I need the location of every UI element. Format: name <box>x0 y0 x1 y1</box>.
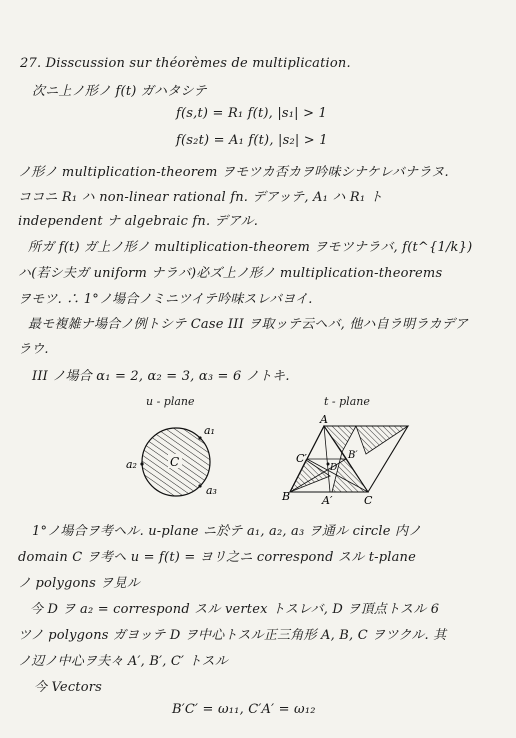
label-B-prime: B′ <box>348 450 358 461</box>
text-line: ラウ. <box>18 342 49 357</box>
vertex-dot-a1 <box>198 436 201 439</box>
u-plane-figure <box>118 414 238 514</box>
label-a2: a₂ <box>126 458 137 471</box>
text-line: 最モ複雑ナ場合ノ例トシテ Case III ヲ取ッテ云ヘバ, 他ハ自ラ明ラカデア <box>28 317 469 332</box>
section-heading: 27. Disscussion sur théorèmes de multiplication. <box>20 56 351 71</box>
label-C-prime: C′ <box>296 452 307 465</box>
shaded-region <box>356 426 408 454</box>
equation-1: f(s,t) = R₁ f(t), |s₁| > 1 <box>176 106 327 121</box>
label-center-C: C <box>170 455 180 469</box>
shaded-region <box>324 426 356 452</box>
u-plane-label: u - plane <box>146 395 195 408</box>
text-line: ツノ polygons ガヨッテ D ヲ中心トスル正三角形 A, B, C ヲツクル. 其 <box>18 628 447 643</box>
label-A: A <box>320 414 328 426</box>
t-plane-figure <box>280 414 420 514</box>
text-line: ノ polygons ヲ見ル <box>18 576 140 591</box>
label-D: D <box>330 463 338 473</box>
text-line: 今 Vectors <box>34 680 103 695</box>
text-line: III ノ場合 α₁ = 2, α₂ = 3, α₃ = 6 ノトキ. <box>32 369 290 384</box>
label-a1: a₁ <box>204 424 215 437</box>
label-C: C <box>364 494 373 507</box>
text-line: 所ガ f(t) ガ上ノ形ノ multiplication-theorem ヲモツナラバ, f(t^{1/k}) <box>28 240 473 255</box>
text-line: ハ(若シ夫ガ uniform ナラバ)必ズ上ノ形ノ multiplication-theorems <box>18 266 443 281</box>
text-line: 次ニ上ノ形ノ f(t) ガハタシテ <box>32 84 207 99</box>
text-line: ヲモツ. ∴ 1°ノ場合ノミニツイテ吟味スレバヨイ. <box>18 292 313 307</box>
vertex-dot-a3 <box>198 484 201 487</box>
text-line: independent ナ algebraic fn. デアル. <box>18 214 259 229</box>
text-line: ココニ R₁ ハ non-linear rational fn. デアッテ, A₁ ハ R₁ ト <box>18 190 383 205</box>
text-line: ノ形ノ multiplication-theorem ヲモツカ否カヲ吟味シナケレバナラヌ. <box>18 165 449 180</box>
vector-equation: B′C′ = ω₁₁, C′A′ = ω₁₂ <box>172 702 316 717</box>
equation-2: f(s₂t) = A₁ f(t), |s₂| > 1 <box>176 133 328 148</box>
vertex-dot-a2 <box>140 462 143 465</box>
label-a3: a₃ <box>206 484 217 497</box>
text-line: ノ辺ノ中心ヲ夫々 A′, B′, C′ トスル <box>18 654 229 669</box>
text-line: domain C ヲ考ヘ u = f(t) = ヨリ之ニ correspond スル t-plane <box>18 550 417 565</box>
label-B: B <box>282 490 291 503</box>
label-A-prime: A′ <box>322 494 333 507</box>
text-line: 今 D ヲ a₂ = correspond スル vertex トスレバ, D ヲ頂点トスル 6 <box>30 602 440 617</box>
t-plane-label: t - plane <box>324 395 370 408</box>
text-line: 1°ノ場合ヲ考ヘル. u-plane ニ於テ a₁, a₂, a₃ ヲ通ル circle 内ノ <box>32 524 422 539</box>
